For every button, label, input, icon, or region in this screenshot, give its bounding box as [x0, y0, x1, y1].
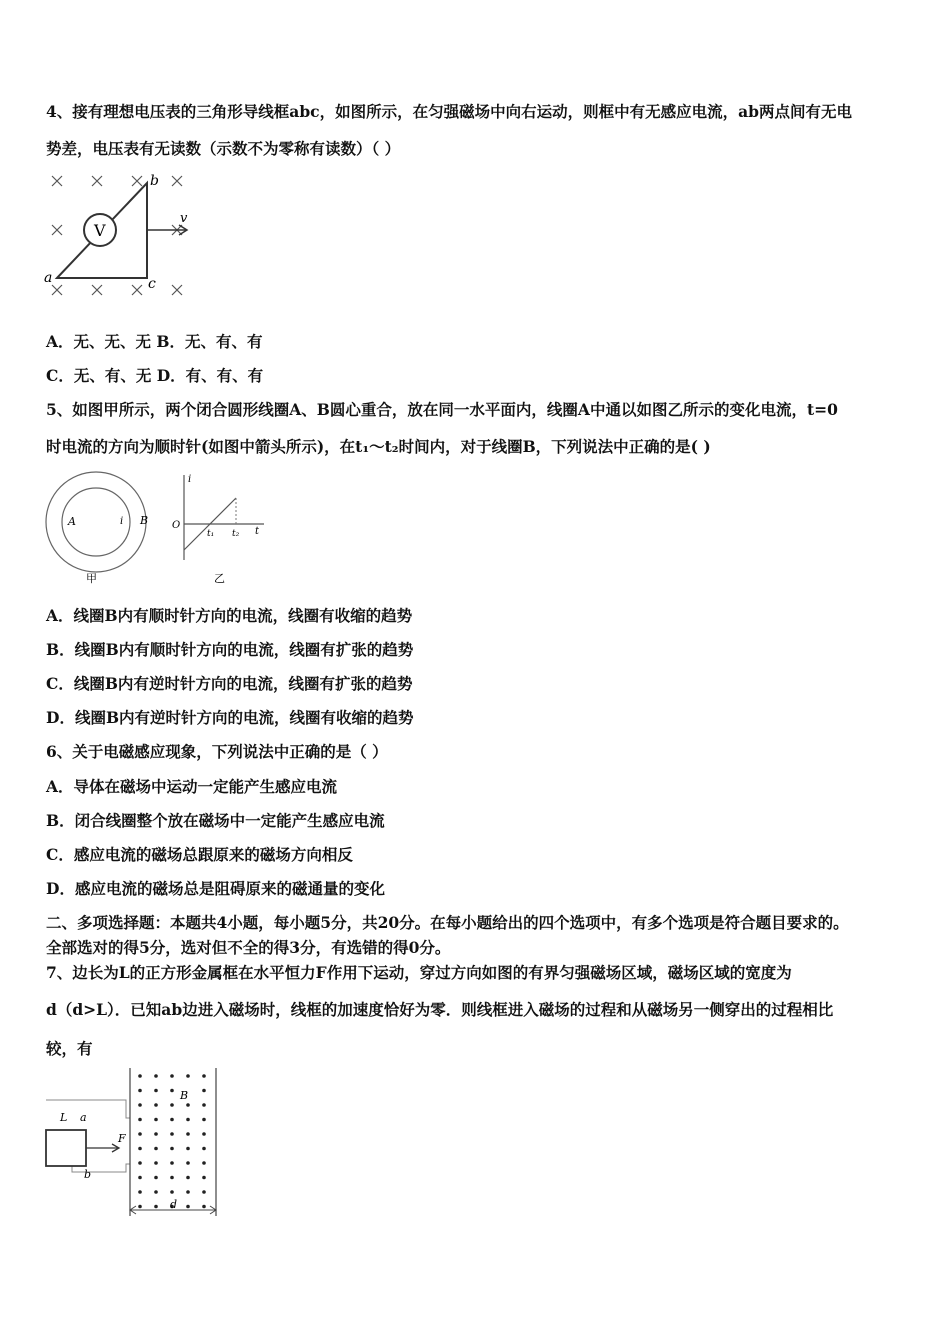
- field-dot: [170, 1190, 174, 1194]
- q6-option-d: D．感应电流的磁场总是阻碍原来的磁通量的变化: [46, 879, 385, 898]
- label-yi: 乙: [214, 572, 225, 585]
- label-a: a: [80, 1111, 87, 1124]
- field-dot: [202, 1074, 206, 1078]
- q7-stem-line2: d（d>L）．已知ab边进入磁场时，线框的加速度恰好为零．则线框进入磁场的过程和从磁场另一侧穿出的过程相比: [46, 1000, 834, 1019]
- field-dot: [170, 1074, 174, 1078]
- label-v: v: [180, 211, 188, 226]
- field-dot: [170, 1176, 174, 1180]
- section2-line1: 二、多项选择题：本题共4小题，每小题5分，共20分。在每小题给出的四个选项中，有多个选项是符合题目要求的。: [46, 913, 849, 932]
- field-dot: [138, 1176, 142, 1180]
- q4-options-line2: C．无、有、无 D．有、有、有: [46, 366, 264, 385]
- field-dot: [202, 1103, 206, 1107]
- coil-b: [46, 472, 149, 572]
- field-dot: [138, 1190, 142, 1194]
- q7-stem-line1: 7、边长为L的正方形金属框在水平恒力F作用下运动，穿过方向如图的有界匀强磁场区域，磁场区域的宽度为: [46, 963, 792, 982]
- label-A: A: [68, 515, 76, 528]
- q5-option-a: A．线圈B内有顺时针方向的电流，线圈有收缩的趋势: [46, 606, 413, 625]
- field-dot: [202, 1118, 206, 1122]
- label-B: B: [140, 514, 149, 527]
- field-dot: [138, 1205, 142, 1209]
- label-b: b: [84, 1168, 92, 1181]
- field-dot: [186, 1132, 190, 1136]
- label-d: d: [170, 1198, 178, 1211]
- field-dot: [154, 1205, 158, 1209]
- axis-t: t: [255, 526, 260, 537]
- field-dot: [186, 1147, 190, 1151]
- label-i: i: [120, 516, 124, 527]
- field-dot: [138, 1118, 142, 1122]
- label-F: F: [118, 1132, 126, 1145]
- q6-option-a: A．导体在磁场中运动一定能产生感应电流: [46, 777, 338, 796]
- field-dot: [154, 1176, 158, 1180]
- q6-option-c: C．感应电流的磁场总跟原来的磁场方向相反: [46, 845, 353, 864]
- origin: O: [172, 520, 181, 531]
- field-dot: [202, 1089, 206, 1093]
- field-dot: [186, 1118, 190, 1122]
- tick-t1: t₁: [207, 529, 215, 539]
- axis-i: i: [188, 474, 192, 485]
- label-a: a: [44, 270, 53, 286]
- label-c: c: [148, 276, 156, 292]
- field-dot: [202, 1147, 206, 1151]
- q5-figure: [44, 470, 274, 590]
- q5-option-d: D．线圈B内有逆时针方向的电流，线圈有收缩的趋势: [46, 708, 414, 727]
- q5-stem-line2: 时电流的方向为顺时针(如图中箭头所示)，在t₁～t₂时间内，对于线圈B，下列说法中正确的是( ): [46, 437, 711, 456]
- q7-stem-line3: 较，有: [46, 1039, 93, 1058]
- field-dot: [138, 1147, 142, 1151]
- field-dot: [170, 1132, 174, 1136]
- q6-stem: 6、关于电磁感应现象，下列说法中正确的是（ ）: [46, 742, 388, 761]
- q7-figure: [44, 1066, 224, 1228]
- q5-option-c: C．线圈B内有逆时针方向的电流，线圈有扩张的趋势: [46, 674, 413, 693]
- voltmeter-label: V: [94, 221, 106, 240]
- field-dot: [138, 1103, 142, 1107]
- field-dot: [138, 1074, 142, 1078]
- field-dot: [186, 1074, 190, 1078]
- section2-line2: 全部选对的得5分，选对但不全的得3分，有选错的得0分。: [46, 938, 451, 957]
- q4-stem-line1: 4、接有理想电压表的三角形导线框abc，如图所示，在匀强磁场中向右运动，则框中有无感应电流，ab两点间有无电: [46, 102, 852, 121]
- q4-stem-line2: 势差，电压表有无读数（示数不为零称有读数）（ ）: [46, 139, 401, 158]
- field-dot: [154, 1190, 158, 1194]
- field-dot: [154, 1074, 158, 1078]
- label-L: L: [60, 1111, 68, 1124]
- field-dot: [170, 1089, 174, 1093]
- field-dot: [170, 1161, 174, 1165]
- q5-stem-line1: 5、如图甲所示，两个闭合圆形线圈A、B圆心重合，放在同一水平面内，线圈A中通以如图乙所示的变化电流，t=0: [46, 400, 838, 419]
- field-dot: [202, 1161, 206, 1165]
- field-dot: [202, 1205, 206, 1209]
- field-dot: [170, 1147, 174, 1151]
- q6-option-b: B．闭合线圈整个放在磁场中一定能产生感应电流: [46, 811, 385, 830]
- field-dot: [154, 1132, 158, 1136]
- field-dot: [138, 1132, 142, 1136]
- label-jia: 甲: [86, 572, 97, 585]
- field-dot: [186, 1161, 190, 1165]
- label-b: b: [150, 173, 159, 189]
- label-B: B: [180, 1089, 189, 1102]
- q4-options-line1: A．无、无、无 B．无、有、有: [46, 332, 263, 351]
- field-dot: [170, 1118, 174, 1122]
- field-dot: [186, 1205, 190, 1209]
- field-dot: [202, 1132, 206, 1136]
- tick-t2: t₂: [232, 529, 240, 539]
- field-dot: [202, 1176, 206, 1180]
- q4-figure: [44, 170, 194, 300]
- q5-option-b: B．线圈B内有顺时针方向的电流，线圈有扩张的趋势: [46, 640, 414, 659]
- field-dot: [170, 1103, 174, 1107]
- field-dot: [154, 1161, 158, 1165]
- field-dot: [138, 1161, 142, 1165]
- field-dot: [138, 1089, 142, 1093]
- field-dot: [186, 1176, 190, 1180]
- field-dot: [186, 1190, 190, 1194]
- field-dot: [154, 1118, 158, 1122]
- field-dot: [186, 1103, 190, 1107]
- field-dot: [154, 1103, 158, 1107]
- field-dot: [154, 1089, 158, 1093]
- square-frame: [46, 1130, 86, 1166]
- field-dot: [154, 1147, 158, 1151]
- field-dot: [202, 1190, 206, 1194]
